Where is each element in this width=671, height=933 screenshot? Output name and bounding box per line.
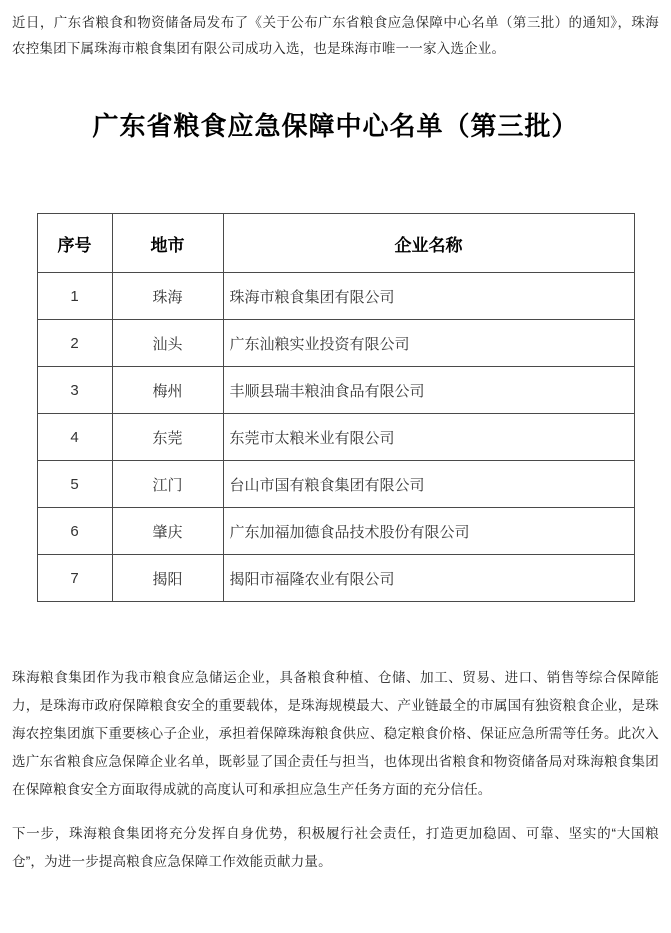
table-row: [37, 461, 634, 508]
cell-city: 肇庆: [112, 508, 223, 555]
cell-company: 台山市国有粮食集团有限公司: [223, 461, 634, 508]
table-body: [37, 273, 634, 602]
cell-company: 东莞市太粮米业有限公司: [223, 414, 634, 461]
table-row: [37, 414, 634, 461]
table-row: [37, 273, 634, 320]
cell-index: 3: [37, 367, 112, 414]
table-header-row: [37, 214, 634, 273]
cell-index: 2: [37, 320, 112, 367]
intro-paragraph: 近日，广东省粮食和物资储备局发布了《关于公布广东省粮食应急保障中心名单（第三批）的通知》，珠海农控集团下属珠海市粮食集团有限公司成功入选，也是珠海市唯一一家入选企业。: [12, 15, 659, 56]
cell-city: 珠海: [112, 273, 223, 320]
cell-city: 江门: [112, 461, 223, 508]
body-text: [12, 664, 659, 876]
cell-city: 汕头: [112, 320, 223, 367]
cell-index: 1: [37, 273, 112, 320]
cell-index: 4: [37, 414, 112, 461]
cell-city: 梅州: [112, 367, 223, 414]
cell-company: 珠海市粮食集团有限公司: [223, 273, 634, 320]
body-paragraph-1: 珠海粮食集团作为我市粮食应急储运企业，具备粮食种植、仓储、加工、贸易、进口、销售等综合保障能力，是珠海市政府保障粮食安全的重要载体，是珠海规模最大、产业链最全的市属国有独资粮食企业，是珠海农控集团旗下重要核心子企业，承担着保障珠海粮食供应、稳定粮食价格、保证应急所需等任务。此次入选广东省粮食应急保障企业名单，既彰显了国企责任与担当，也体现出省粮食和物资储备局对珠海粮食集团在保障粮食安全方面取得成就的高度认可和承担应急生产任务方面的充分信任。: [12, 670, 659, 797]
cell-company: 广东汕粮实业投资有限公司: [223, 320, 634, 367]
cell-city: 揭阳: [112, 555, 223, 602]
page-title: 广东省粮食应急保障中心名单（第三批）: [92, 112, 579, 142]
table-row: [37, 555, 634, 602]
table-header: [37, 214, 634, 273]
column-header-index: 序号: [37, 214, 112, 273]
body-paragraph-2: 下一步，珠海粮食集团将充分发挥自身优势，积极履行社会责任，打造更加稳固、可靠、坚实的“大国粮仓”，为进一步提高粮食应急保障工作效能贡献力量。: [12, 826, 659, 869]
table-row: [37, 320, 634, 367]
cell-city: 东莞: [112, 414, 223, 461]
table-row: [37, 367, 634, 414]
cell-company: 广东加福加德食品技术股份有限公司: [223, 508, 634, 555]
cell-index: 7: [37, 555, 112, 602]
emergency-center-list-table: [37, 213, 635, 602]
cell-index: 6: [37, 508, 112, 555]
cell-company: 丰顺县瑞丰粮油食品有限公司: [223, 367, 634, 414]
table-row: [37, 508, 634, 555]
emergency-center-list-table-wrapper: [12, 213, 659, 602]
column-header-company: 企业名称: [223, 214, 634, 273]
column-header-city: 地市: [112, 214, 223, 273]
cell-company: 揭阳市福隆农业有限公司: [223, 555, 634, 602]
cell-index: 5: [37, 461, 112, 508]
